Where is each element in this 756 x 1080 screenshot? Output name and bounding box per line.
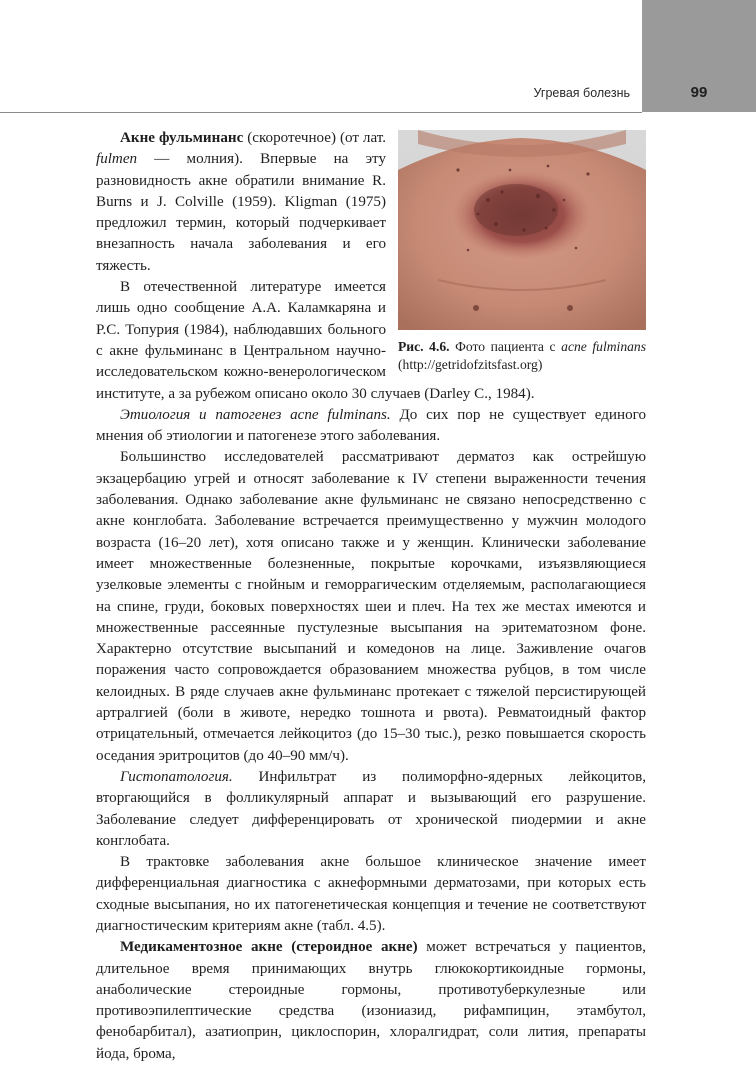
- figure-label: Рис. 4.6.: [398, 339, 450, 354]
- page-number: 99: [690, 84, 708, 101]
- term-drug-acne: Медикаментозное акне (стероидное акне): [120, 939, 418, 956]
- paragraph-drug-acne: [96, 937, 646, 1065]
- paragraph-etiology: [96, 405, 646, 448]
- header-rule: [0, 112, 642, 113]
- paragraph-domestic-literature: В отечественной литературе имеется лишь одно сообщение А.А. Каламкаряна и Р.С. Топурия (1984), наблюдавших больного с акне фульминанс в Центральном научно-исследовательском кожно-венерологическом институте, а за рубежом описано около 30 случаев (Darley C., 1984).: [96, 279, 535, 402]
- paragraph-text: (скоротечное) (от лат.: [243, 130, 386, 146]
- term-acne-fulminans: Акне фульминанс: [120, 130, 244, 146]
- subheading-histopathology: Гистопатология.: [120, 768, 233, 785]
- figure-4-6: [398, 130, 646, 374]
- paragraph-differential: В трактовке заболевания акне большое клиническое значение имеет дифференциальная диагностика с акнеформными дерматозами, при которых есть сходные высыпания, но их патогенетическая концепция и течение не соответствуют диагностическим критериям акне (табл. 4.5).: [96, 854, 646, 934]
- patient-chest-photo: [398, 130, 646, 330]
- paragraph-clinical: Большинство исследователей рассматривают дерматоз как острейшую экзацербацию угрей и относят заболевание к IV степени выраженности течения заболевания. Однако заболевание акне фульминанс не связано непосредственно с акне конглобата. Заболевание встречается преимущественно у мужчин молодого возраста (16–20 лет), хотя описано также и у женщин. Клинически заболевание имеет множественные болезненные, покрытые корочками, изъязвляющиеся узелковые элементы с гнойным и геморрагическим отделяемым, располагающиеся на спине, груди, боковых поверхностях шеи и плеч. На тех же местах имеются и множественные рассеянные пустулезные высыпания на эритематозном фоне. Характерно отсутствие высыпаний и комедонов на лице. Заживление очагов поражения часто сопровождается образованием множества рубцов, в том числе келоидных. В ряде случаев акне фульминанс протекает с тяжелой персистирующей артралгией (боли в животе, нередко тошнота и рвота). Ревматоидный фактор отрицательный, отмечается лейкоцитоз (до 15–30 тыс.), резко повышается скорость оседания эритроцитов (до 40–90 мм/ч).: [96, 449, 646, 764]
- paragraph-text: Инфильтрат из полиморфно-ядерных лейкоцитов, вторгающийся в фолликулярный аппарат и вызывающий его разрушение. Заболевание следует дифференцировать от хронической пиодермии и акне конглобата.: [96, 768, 646, 849]
- paragraph-text: — молния). Впервые на эту разновидность акне обратили внимание R. Burns и J. Colville (1959). Kligman (1975) предложил термин, который подчеркивает внезапность начала заболевания и его тяжесть.: [96, 151, 386, 274]
- figure-caption: [398, 338, 646, 374]
- paragraph-histopathology: [96, 767, 646, 852]
- paragraph-text: может встречаться у пациентов, длительное время принимающих внутрь глюкокортикоидные гормоны, анаболические стероидные гормоны, противотуберкулезные или противоэпилептические средства (изониазид, рифампицин, этамбутол, фенобарбитал), азатиоприн, циклоспорин, хлоралгидрат, соли лития, препараты йода, брома,: [96, 939, 646, 1062]
- running-title: Угревая болезнь: [533, 86, 630, 100]
- caption-italic: acne fulminans: [561, 339, 647, 354]
- caption-text-1: Фото пациента с: [449, 339, 562, 354]
- paragraph-text: До сих пор не существует единого мнения об этиологии и патогенезе этого заболевания.: [96, 406, 646, 445]
- caption-text-2: (http://getridofzitsfast.org): [398, 357, 543, 372]
- latin-term: fulmen: [96, 151, 138, 168]
- subheading-etiology: Этиология и патогенез acne fulminans.: [120, 406, 391, 423]
- page-body: [96, 128, 646, 1065]
